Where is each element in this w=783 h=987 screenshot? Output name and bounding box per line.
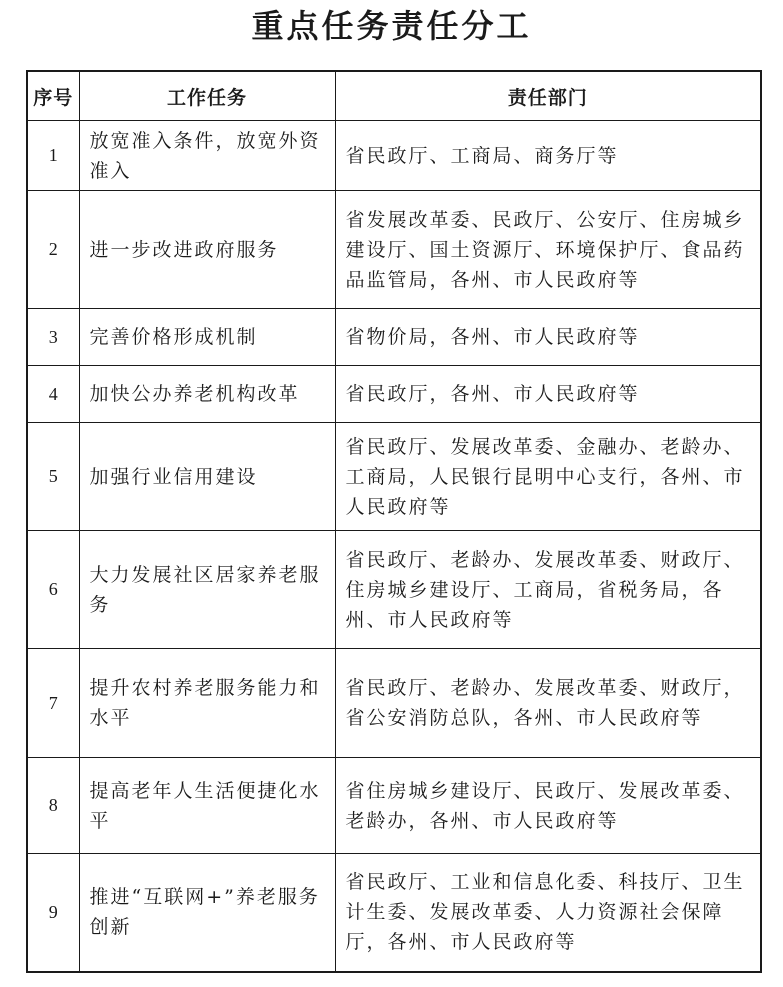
table-row: [27, 309, 761, 366]
row-number: 9: [27, 854, 79, 972]
row-task: 提升农村养老服务能力和水平: [79, 649, 335, 758]
row-task: 推进“互联网+”养老服务创新: [79, 854, 335, 972]
page-title: 重点任务责任分工: [251, 7, 532, 45]
header-task: 工作任务: [79, 71, 335, 121]
table-row: [27, 649, 761, 758]
row-department: 省民政厅、老龄办、发展改革委、财政厅、住房城乡建设厅、工商局，省税务局，各州、市人民政府等: [335, 531, 761, 649]
table-row: [27, 531, 761, 649]
row-department: 省住房城乡建设厅、民政厅、发展改革委、老龄办，各州、市人民政府等: [335, 758, 761, 854]
row-department: 省物价局，各州、市人民政府等: [335, 309, 761, 366]
row-department: 省民政厅、工业和信息化委、科技厅、卫生计生委、发展改革委、人力资源社会保障厅，各州、市人民政府等: [335, 854, 761, 972]
row-task: 完善价格形成机制: [79, 309, 335, 366]
table-row: [27, 854, 761, 972]
row-number: 1: [27, 121, 79, 191]
table-row: [27, 758, 761, 854]
header-department: 责任部门: [335, 71, 761, 121]
table-row: [27, 121, 761, 191]
row-task: 加快公办养老机构改革: [79, 366, 335, 423]
row-task: 加强行业信用建设: [79, 423, 335, 531]
row-number: 7: [27, 649, 79, 758]
table-row: [27, 191, 761, 309]
header-number: 序号: [27, 71, 79, 121]
row-task: 进一步改进政府服务: [79, 191, 335, 309]
row-number: 4: [27, 366, 79, 423]
row-task: 放宽准入条件，放宽外资准入: [79, 121, 335, 191]
row-number: 5: [27, 423, 79, 531]
row-task: 提高老年人生活便捷化水平: [79, 758, 335, 854]
row-task: 大力发展社区居家养老服务: [79, 531, 335, 649]
row-number: 3: [27, 309, 79, 366]
row-department: 省民政厅、发展改革委、金融办、老龄办、工商局，人民银行昆明中心支行，各州、市人民政府等: [335, 423, 761, 531]
row-number: 8: [27, 758, 79, 854]
row-number: 2: [27, 191, 79, 309]
row-department: 省发展改革委、民政厅、公安厅、住房城乡建设厅、国土资源厅、环境保护厅、食品药品监管局，各州、市人民政府等: [335, 191, 761, 309]
row-number: 6: [27, 531, 79, 649]
table-header-row: [27, 71, 761, 121]
row-department: 省民政厅、工商局、商务厅等: [335, 121, 761, 191]
row-department: 省民政厅、老龄办、发展改革委、财政厅，省公安消防总队，各州、市人民政府等: [335, 649, 761, 758]
table-row: [27, 366, 761, 423]
row-department: 省民政厅，各州、市人民政府等: [335, 366, 761, 423]
table-row: [27, 423, 761, 531]
responsibility-table: [26, 70, 762, 973]
